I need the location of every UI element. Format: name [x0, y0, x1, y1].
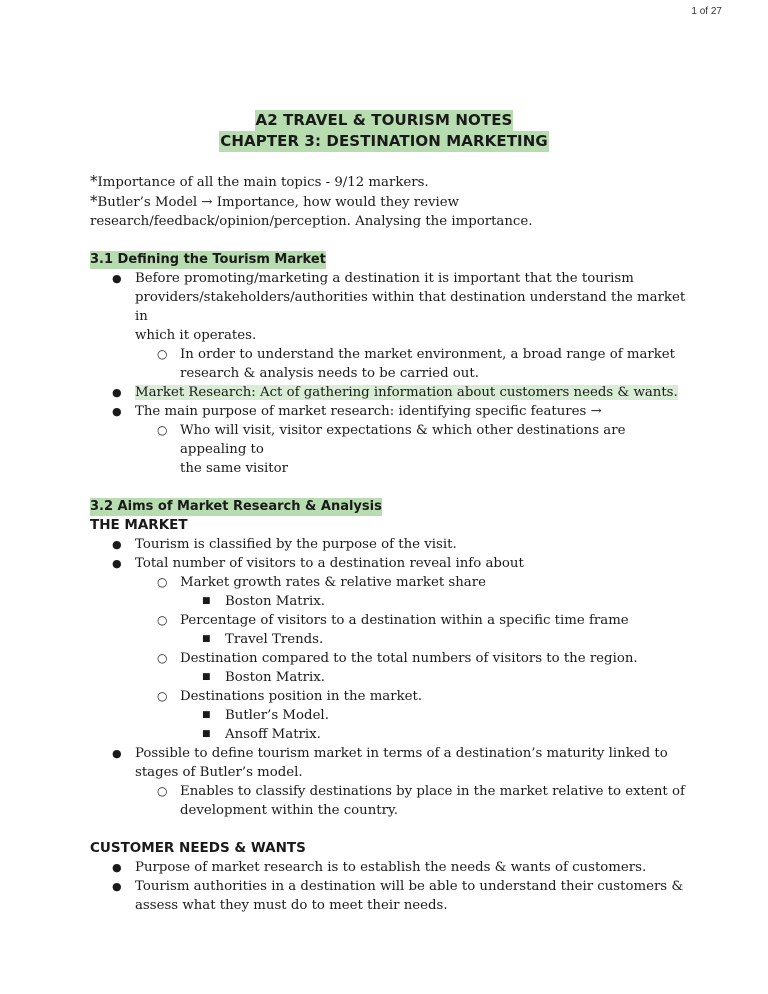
- list-item: ■ Boston Matrix.: [202, 670, 325, 685]
- asterisk: *: [90, 172, 98, 190]
- list-item: ● Before promoting/marketing a destination it is important that the tourism providers/stakeholders/authorities within that destination understand the market in which it operates.: [112, 271, 686, 343]
- list-item: ○ In order to understand the market environment, a broad range of market research & analysis needs to be carried out.: [157, 347, 676, 381]
- document-title: [0, 110, 768, 152]
- list-item: ○ Market growth rates & relative market share: [157, 575, 486, 590]
- bullet-icon: ●: [112, 557, 122, 570]
- circle-bullet-icon: ○: [157, 651, 168, 665]
- list-item: ○ Percentage of visitors to a destination within a specific time frame: [157, 613, 629, 628]
- list-item: ○ Destinations position in the market.: [157, 689, 423, 704]
- subheading-customer-needs: CUSTOMER NEEDS & WANTS: [90, 840, 306, 856]
- title-line-1: A2 TRAVEL & TOURISM NOTES: [255, 111, 513, 129]
- list-item: ● Purpose of market research is to establish the needs & wants of customers.: [112, 860, 647, 875]
- circle-bullet-icon: ○: [157, 613, 168, 627]
- bullet-icon: ●: [112, 538, 122, 551]
- list-item: ■ Butler’s Model.: [202, 708, 329, 723]
- circle-bullet-icon: ○: [157, 575, 168, 589]
- square-bullet-icon: ■: [202, 729, 211, 739]
- circle-bullet-icon: ○: [157, 689, 168, 703]
- circle-bullet-icon: ○: [157, 423, 168, 437]
- intro-line-1: *Importance of all the main topics - 9/12 markers.: [90, 172, 429, 190]
- bullet-icon: ●: [112, 747, 122, 760]
- square-bullet-icon: ■: [202, 710, 211, 720]
- bullet-icon: ●: [112, 386, 122, 399]
- highlighted-definition: Market Research: Act of gathering information about customers needs & wants.: [135, 385, 678, 400]
- bullet-icon: ●: [112, 405, 122, 418]
- list-item: ○ Who will visit, visitor expectations & which other destinations are appealing to the same visitor: [157, 423, 626, 476]
- square-bullet-icon: ■: [202, 672, 211, 682]
- bullet-icon: ●: [112, 861, 122, 874]
- document-body: [90, 172, 690, 915]
- list-item: ● Total number of visitors to a destination reveal info about: [112, 556, 524, 571]
- page-number: 1 of 27: [691, 6, 722, 17]
- list-item: ■ Boston Matrix.: [202, 594, 325, 609]
- bullet-icon: ●: [112, 272, 122, 285]
- list-item: ○ Destination compared to the total numbers of visitors to the region.: [157, 651, 638, 666]
- asterisk: *: [90, 192, 98, 210]
- list-item: ● Tourism is classified by the purpose of the visit.: [112, 537, 457, 552]
- list-item: ● The main purpose of market research: identifying specific features →: [112, 404, 602, 419]
- square-bullet-icon: ■: [202, 596, 211, 606]
- title-line-2: CHAPTER 3: DESTINATION MARKETING: [220, 132, 548, 150]
- list-item: ● Possible to define tourism market in terms of a destination’s maturity linked to stages of Butler’s model.: [112, 746, 668, 780]
- square-bullet-icon: ■: [202, 634, 211, 644]
- list-item: ■ Travel Trends.: [202, 632, 324, 647]
- list-item: ○ Enables to classify destinations by place in the market relative to extent of development within the country.: [157, 784, 685, 818]
- list-item: [90, 383, 690, 402]
- subheading-the-market: THE MARKET: [90, 517, 188, 533]
- section-heading-3-2: 3.2 Aims of Market Research & Analysis: [90, 499, 382, 514]
- intro-line-3: research/feedback/opinion/perception. Analysing the importance.: [90, 214, 533, 229]
- circle-bullet-icon: ○: [157, 347, 168, 361]
- intro-line-2: *Butler’s Model → Importance, how would they review: [90, 192, 459, 210]
- list-item: ■ Ansoff Matrix.: [202, 727, 321, 742]
- section-heading-3-1: 3.1 Defining the Tourism Market: [90, 252, 326, 267]
- bullet-icon: ●: [112, 880, 122, 893]
- circle-bullet-icon: ○: [157, 784, 168, 798]
- list-item: ● Tourism authorities in a destination will be able to understand their customers & assess what they must do to meet their needs.: [112, 879, 684, 913]
